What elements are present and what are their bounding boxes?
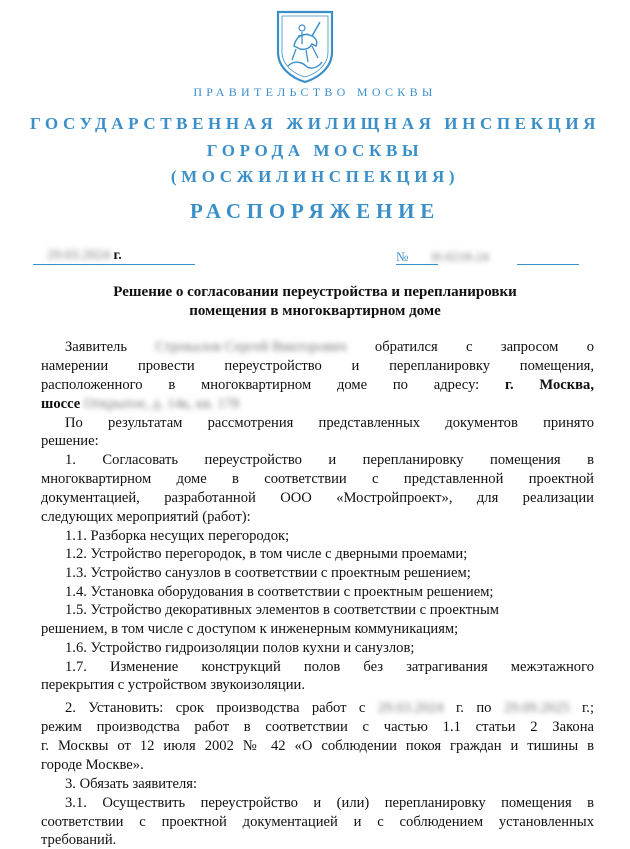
number-value-redacted: Н-0218-24 [431,249,489,264]
applicant-name-redacted: Строкалов Сергей Викторович [155,339,347,355]
agency-name-line3: (МОСЖИЛИНСПЕКЦИЯ) [170,167,460,186]
document-date [33,248,122,264]
item-3: 3. Обязать заявителя: [65,776,198,792]
agency-name-line2: ГОРОДА МОСКВЫ [206,141,424,160]
number-label: № [396,249,409,264]
item-1-line4: следующих мероприятий (работ): [41,509,251,525]
paragraph-applicant-line2: намерении провести переустройство и перепланировку помещения, [41,358,594,374]
subitem-1-4: 1.4. Установка оборудования в соответствии с проектным решением; [65,584,494,600]
paragraph-applicant-line1: Заявитель Строкалов Сергей Викторович обратился с запросом о [65,339,594,355]
item-1-line3: документацией, разработанной ООО «Мостройпроект», для реализации [41,490,594,506]
item-1-line2: многоквартирном доме в соответствии с представленной проектной [41,471,594,487]
subitem-3-1-line2: соответствии с проектной документацией и с соблюдением установленных [41,814,594,830]
item-2-line1: 2. Установить: срок производства работ с 29.03.2024 г. по 29.09.2025 г.; [65,700,595,716]
paragraph-address-line: шоссе Открытое, д. 14к, кв. 178 [41,396,240,412]
decision-title-line2: помещения в многоквартирном доме [189,303,441,319]
subitem-1-2: 1.2. Устройство перегородок, в том числе с дверными проемами; [65,546,468,562]
agency-name-line1: ГОСУДАРСТВЕННАЯ ЖИЛИЩНАЯ ИНСПЕКЦИЯ [29,114,601,133]
decision-title-line1: Решение о согласовании переустройства и перепланировки [113,284,517,300]
item-1-line1: 1. Согласовать переустройство и перепланировку помещения в [65,452,594,468]
number-underline-right [517,264,579,265]
subitem-1-7-line1: 1.7. Изменение конструкций полов без затрагивания межэтажного [65,659,594,675]
work-end-date-redacted: 29.09.2025 [503,700,570,716]
number-underline-left [396,264,438,265]
subitem-3-1-line3: требований. [41,832,117,848]
address-redacted: Открытое, д. 14к, кв. 178 [83,396,240,412]
date-underline [33,264,195,265]
subitem-1-5-line2: решением, в том числе с доступом к инженерным коммуникациям; [41,621,459,637]
subitem-1-1: 1.1. Разборка несущих перегородок; [65,528,290,544]
subitem-1-3: 1.3. Устройство санузлов в соответствии с проектным решением; [65,565,471,581]
subitem-1-7-line2: перекрытия с устройством звукоизоляции. [41,677,305,693]
subitem-1-5-line1: 1.5. Устройство декоративных элементов в соответствии с проектным [65,602,499,618]
document-type: РАСПОРЯЖЕНИЕ [189,199,441,223]
paragraph-results-line2: решение: [41,433,99,449]
government-name: ПРАВИТЕЛЬСТВО МОСКВЫ [193,85,437,99]
item-2-line4: городе Москве». [41,757,144,773]
date-suffix: г. [113,248,122,263]
date-value-redacted: 29.03.2024 [47,248,110,263]
item-2-line3: г. Москвы от 12 июля 2002 № 42 «О соблюдении покоя граждан и тишины в [41,738,594,754]
work-start-date-redacted: 29.03.2024 [377,700,444,716]
subitem-1-6: 1.6. Устройство гидроизоляции полов кухни и санузлов; [65,640,415,656]
moscow-coat-of-arms-icon [272,8,338,84]
document-number [396,249,489,265]
item-2-line2: режим производства работ в соответствии с частью 1.1 статьи 2 Закона [41,719,594,735]
paragraph-applicant-line3: расположенного в многоквартирном доме по адресу: г. Москва, [41,377,594,393]
subitem-3-1-line1: 3.1. Осуществить переустройство и (или) перепланировку помещения в [65,795,594,811]
paragraph-results-line1: По результатам рассмотрения представленных документов принято [65,415,594,431]
